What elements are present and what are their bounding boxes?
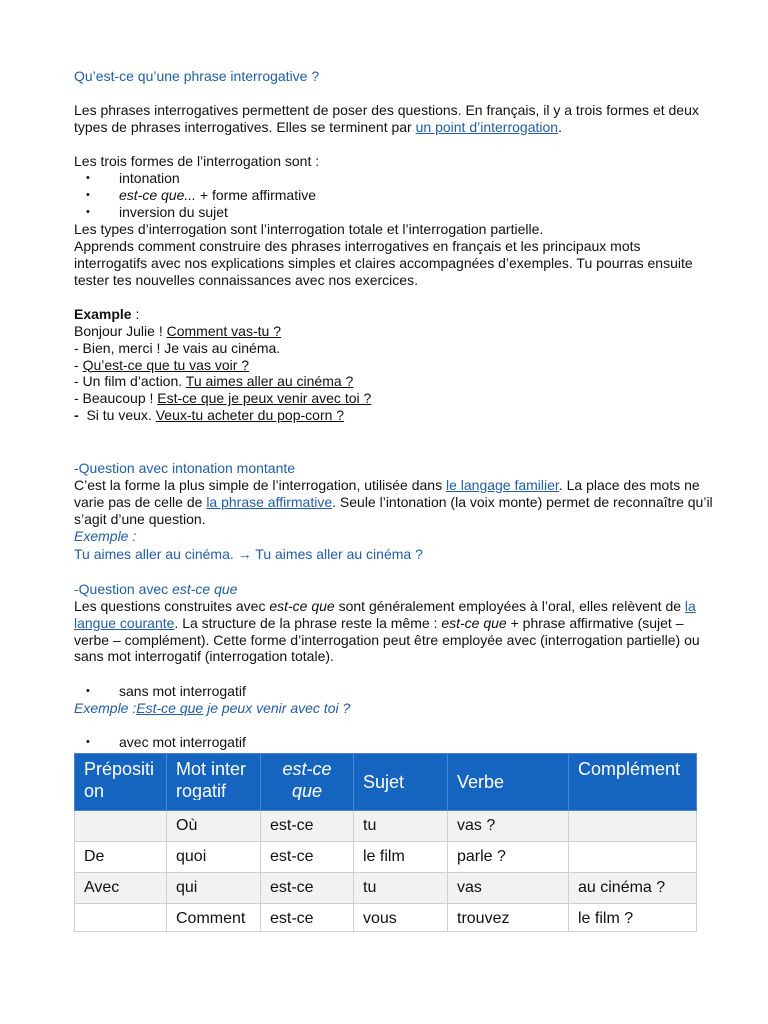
section-intonation-example: Tu aimes aller au cinéma. → Tu aimes aller au cinéma ? bbox=[74, 546, 423, 562]
table-cell: De bbox=[75, 842, 167, 873]
header-text: Mot interrogatif bbox=[176, 759, 247, 800]
langue-courante-link[interactable]: la langue courante bbox=[74, 598, 696, 631]
table-cell: Où bbox=[167, 811, 261, 842]
table-cell bbox=[75, 904, 167, 932]
dialogue-text: - Beaucoup ! bbox=[74, 390, 158, 407]
section-est-ce-que-heading bbox=[74, 581, 714, 598]
table-header-row bbox=[75, 754, 697, 811]
table-cell bbox=[75, 811, 167, 842]
header-text: Verbe bbox=[457, 772, 505, 792]
forms-list bbox=[74, 170, 714, 220]
form-est-ce-que-rest: + forme affirmative bbox=[196, 186, 316, 203]
header-text: est-ce que bbox=[282, 759, 332, 800]
page-title: Qu’est-ce qu’une phrase interrogative ? bbox=[74, 68, 320, 84]
dialogue-text: Bonjour Julie ! bbox=[74, 323, 167, 339]
table-cell bbox=[569, 842, 697, 873]
table-header-cell bbox=[167, 754, 261, 811]
intro-end: . bbox=[558, 118, 562, 135]
list-item bbox=[74, 187, 714, 204]
table-header-cell bbox=[75, 754, 167, 811]
dialogue-text: - Un film d’action. bbox=[74, 373, 186, 390]
table-cell: vas bbox=[448, 873, 569, 904]
example-label: Example bbox=[74, 306, 132, 322]
dialogue-question: Qu’est-ce que tu vas voir ? bbox=[82, 356, 250, 373]
section-est-ce-que-example bbox=[74, 700, 714, 717]
table-header-cell bbox=[354, 754, 448, 811]
header-text: Sujet bbox=[363, 772, 405, 792]
section-intonation-paragraph bbox=[74, 477, 714, 527]
bullet-text: sans mot interrogatif bbox=[119, 683, 246, 699]
table-row bbox=[75, 811, 697, 842]
heading-text: -Question avec bbox=[74, 581, 173, 597]
dialogue-question: Veux-tu acheter du pop-corn ? bbox=[155, 406, 345, 423]
phrase-affirmative-link[interactable]: la phrase affirmative bbox=[206, 493, 333, 510]
list-item bbox=[74, 357, 714, 374]
table-row bbox=[75, 904, 697, 932]
list-item bbox=[74, 170, 714, 187]
table-cell: tu bbox=[354, 811, 448, 842]
point-interrogation-link[interactable]: un point d’interrogation bbox=[415, 118, 559, 135]
header-text: Préposition bbox=[84, 759, 155, 800]
list-item bbox=[74, 340, 714, 357]
dialogue-question: Tu aimes aller au cinéma ? bbox=[185, 373, 354, 390]
table-cell: est-ce bbox=[261, 811, 354, 842]
table-cell: trouvez bbox=[448, 904, 569, 932]
table-cell-text: Comment bbox=[176, 910, 246, 927]
section-italic: est-ce que bbox=[269, 598, 335, 614]
table-header-cell bbox=[261, 754, 354, 811]
table-cell: parle ? bbox=[448, 842, 569, 873]
table-cell bbox=[569, 811, 697, 842]
header-text: Complément bbox=[578, 759, 681, 779]
list-item bbox=[74, 204, 714, 221]
section-text: . La place des mots ne varie pas de celle de bbox=[74, 477, 700, 510]
table-cell: Avec bbox=[75, 873, 167, 904]
section-italic: est-ce que bbox=[441, 614, 507, 631]
table-cell: vous bbox=[354, 904, 448, 932]
heading-italic: est-ce que bbox=[172, 581, 238, 597]
intro-paragraph bbox=[74, 102, 714, 136]
learn-text: Apprends comment construire des phrases interrogatives en français et les principaux mots interrogatifs avec nos explications simples et claires accompagnées d’exemples. Tu pourras ensuite tester tes nouvelles connaissances avec nos exercices. bbox=[74, 238, 693, 288]
list-item bbox=[74, 683, 714, 700]
table-row bbox=[75, 873, 697, 904]
example-colon: : bbox=[131, 306, 140, 322]
dialogue-question: Comment vas-tu ? bbox=[166, 323, 281, 339]
bullet-text: avec mot interrogatif bbox=[119, 734, 246, 750]
section-text: C’est la forme la plus simple de l’interrogation, utilisée dans bbox=[74, 477, 446, 493]
section-est-ce-que-paragraph bbox=[74, 598, 714, 665]
intro-text: Les phrases interrogatives permettent de poser des questions. En français, il y a trois formes et deux types de phrases interrogatives. Elles se terminent par bbox=[74, 102, 699, 135]
table-cell bbox=[167, 904, 261, 932]
section-text: . Seule l’intonation (la voix monte) permet de reconnaître qu’il s’agit d’une question. bbox=[74, 493, 713, 527]
section-intonation-heading: -Question avec intonation montante bbox=[74, 460, 296, 476]
example-text: Exemple : bbox=[74, 700, 137, 716]
example-underlined: Est-ce que bbox=[136, 700, 204, 716]
list-item bbox=[74, 323, 714, 340]
table-header-cell bbox=[569, 754, 697, 811]
table-cell: le film ? bbox=[569, 904, 697, 932]
section-text: Les questions construites avec bbox=[74, 598, 270, 614]
table-cell: est-ce bbox=[261, 904, 354, 932]
dialogue-dash: - bbox=[74, 406, 79, 423]
example-text: je peux venir avec toi ? bbox=[203, 700, 351, 716]
section-text: sont généralement employées à l’oral, elles relèvent de bbox=[334, 598, 685, 614]
table-cell: est-ce bbox=[261, 873, 354, 904]
interrogation-table bbox=[74, 753, 697, 932]
table-cell: le film bbox=[354, 842, 448, 873]
table-header-cell bbox=[448, 754, 569, 811]
form-inversion: inversion du sujet bbox=[119, 203, 228, 220]
list-item bbox=[74, 407, 714, 424]
forms-intro: Les trois formes de l’interrogation sont : bbox=[74, 153, 320, 169]
langage-familier-link[interactable]: le langage familier bbox=[445, 477, 559, 493]
dialogue-text: - Bien, merci ! Je vais au cinéma. bbox=[74, 339, 281, 356]
bullet-avec-mot bbox=[74, 734, 714, 751]
table-row bbox=[75, 842, 697, 873]
table-cell: vas ? bbox=[448, 811, 569, 842]
section-intonation-example-label: Exemple : bbox=[74, 528, 137, 544]
bullet-sans-mot bbox=[74, 683, 714, 700]
dialogue-text: Si tu veux. bbox=[78, 406, 156, 423]
section-text: + phrase affirmative (sujet – verbe – complément). Cette forme d’interrogation peut être employée avec (interrogation partielle) ou sans mot interrogatif (interrogation totale). bbox=[74, 614, 700, 665]
list-item bbox=[74, 373, 714, 390]
list-item bbox=[74, 390, 714, 407]
table-cell: qui bbox=[167, 873, 261, 904]
table-cell: tu bbox=[354, 873, 448, 904]
dialogue-text: - bbox=[74, 356, 83, 373]
table-cell: quoi bbox=[167, 842, 261, 873]
form-intonation: intonation bbox=[119, 170, 180, 186]
list-item bbox=[74, 734, 714, 751]
table-cell: est-ce bbox=[261, 842, 354, 873]
example-dialogue bbox=[74, 323, 714, 424]
example-heading bbox=[74, 306, 714, 323]
table-cell: au cinéma ? bbox=[569, 873, 697, 904]
types-text: Les types d’interrogation sont l’interrogation totale et l’interrogation partielle. bbox=[74, 221, 544, 237]
form-est-ce-que: est-ce que... bbox=[119, 186, 197, 203]
dialogue-question: Est-ce que je peux venir avec toi ? bbox=[157, 390, 372, 407]
section-text: . La structure de la phrase reste la même : bbox=[174, 614, 442, 631]
